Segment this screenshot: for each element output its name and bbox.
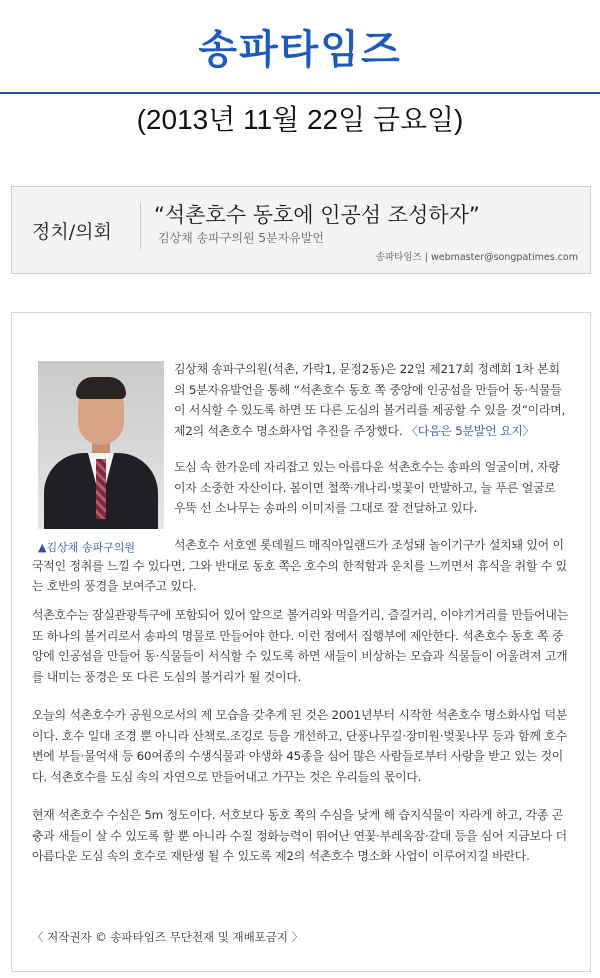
masthead: [0, 0, 600, 92]
photo-caption: ▲김상채 송파구의원: [38, 541, 135, 554]
masthead-divider: [0, 92, 600, 94]
speech-summary-label: 〈다음은 5분발언 요지〉: [406, 423, 535, 438]
article-subtitle: 김상채 송파구의원 5분자유발언: [158, 231, 324, 245]
author-photo: [38, 361, 164, 529]
section-label: 정치/의회: [32, 221, 112, 243]
copyright-notice: 〈 저작권자 © 송파타임즈 무단전재 및 재배포금지 〉: [32, 930, 304, 944]
site-logo[interactable]: 송파타임즈: [198, 27, 402, 73]
paragraph-2: 도심 속 한가운데 자리잡고 있는 아름다운 석촌호수는 송파의 얼굴이며, 자랑이자 소중한 자산이다. 봄이면 철쭉·개나리·벚꽃이 만발하고, 늘 푸른 얼굴로 우뚝 선 소나무는 송파의 이미지를 그대로 잘 전달하고 있다.: [174, 460, 560, 515]
article-title: “석촌호수 동호에 인공섬 조성하자”: [154, 203, 480, 227]
paragraph-4: 석촌호수는 잠실관광특구에 포함되어 있어 앞으로 볼거리와 먹을거리, 즐길거리, 이야기거리를 만들어내는 또 하나의 볼거리로서 송파의 명물로 만들어야 한다. 이런 점에서 집행부에 제안한다. 석촌호수 동호 쪽 중앙에 인공섬을 만들어 동·식물들이 서식할 수 있도록 하면 새들이 비상하는 모습과 식물들이 어울려져 고개를 내미는 풍경은 또 다른 도심의 볼거리가 될 것이다.: [32, 608, 568, 684]
paragraph-3: 석촌호수 서호엔 롯데월드 매직아일랜드가 조성돼 놀이기구가 설치돼 있어 이국적인 정취를 느낄 수 있다면, 그와 반대로 동호 쪽은 호수의 한적함과 운치를 느끼면서 휴식을 취할 수 있는 호반의 풍경을 보여주고 있다.: [32, 538, 567, 593]
paragraph-5: 오늘의 석촌호수가 공원으로서의 제 모습을 갖추게 된 것은 2001년부터 시작한 석촌호수 명소화사업 덕분이다. 호수 일대 조경 뿐 아니라 산책로.조깅로 등을 개선하고, 단풍나무길·장미원·벚꽃나무 등과 함께 호수변에 부들·물억새 등 60여종의 수생식물과 야생화 45종을 심어 많은 사람들로부터 사랑을 받고 있는 것이다. 석촌호수를 도심 속의 자연으로 만들어내고 가꾸는 것은 우리들의 몫이다.: [32, 708, 568, 784]
issue-date: (2013년 11월 22일 금요일): [136, 104, 464, 135]
article-body: [11, 312, 591, 972]
article-credit: 송파타임즈 | webmaster@songpatimes.com: [375, 252, 578, 263]
article-header: [11, 186, 591, 274]
header-divider: [140, 203, 141, 249]
paragraph-1: 김상채 송파구의원(석촌, 가락1, 문정2동)은 22일 제217회 정례회 1차 본회의 5분자유발언을 통해 “석촌호수 동호 쪽 중앙에 인공섬을 만들어 동·식물들이 서식할 수 있도록 하면 또 다른 도심의 볼거리를 제공할 수 있을 것”이라며, 제2의 석촌호수 명소화사업 추진을 주장했다. 〈다음은 5분발언 요지〉: [174, 362, 566, 438]
paragraph-6: 현재 석촌호수 수심은 5m 정도이다. 서호보다 동호 쪽의 수심을 낮게 해 습지식물이 자라게 하고, 각종 곤충과 새들이 살 수 있도록 할 뿐 아니라 수질 정화능력이 뛰어난 연꽃·부레옥잠·갈대 등을 심어 지금보다 더 아름다운 도심 속의 호수로 재탄생 될 수 있도록 제2의 석촌호수 명소화 사업이 이루어지길 바란다.: [32, 808, 567, 863]
